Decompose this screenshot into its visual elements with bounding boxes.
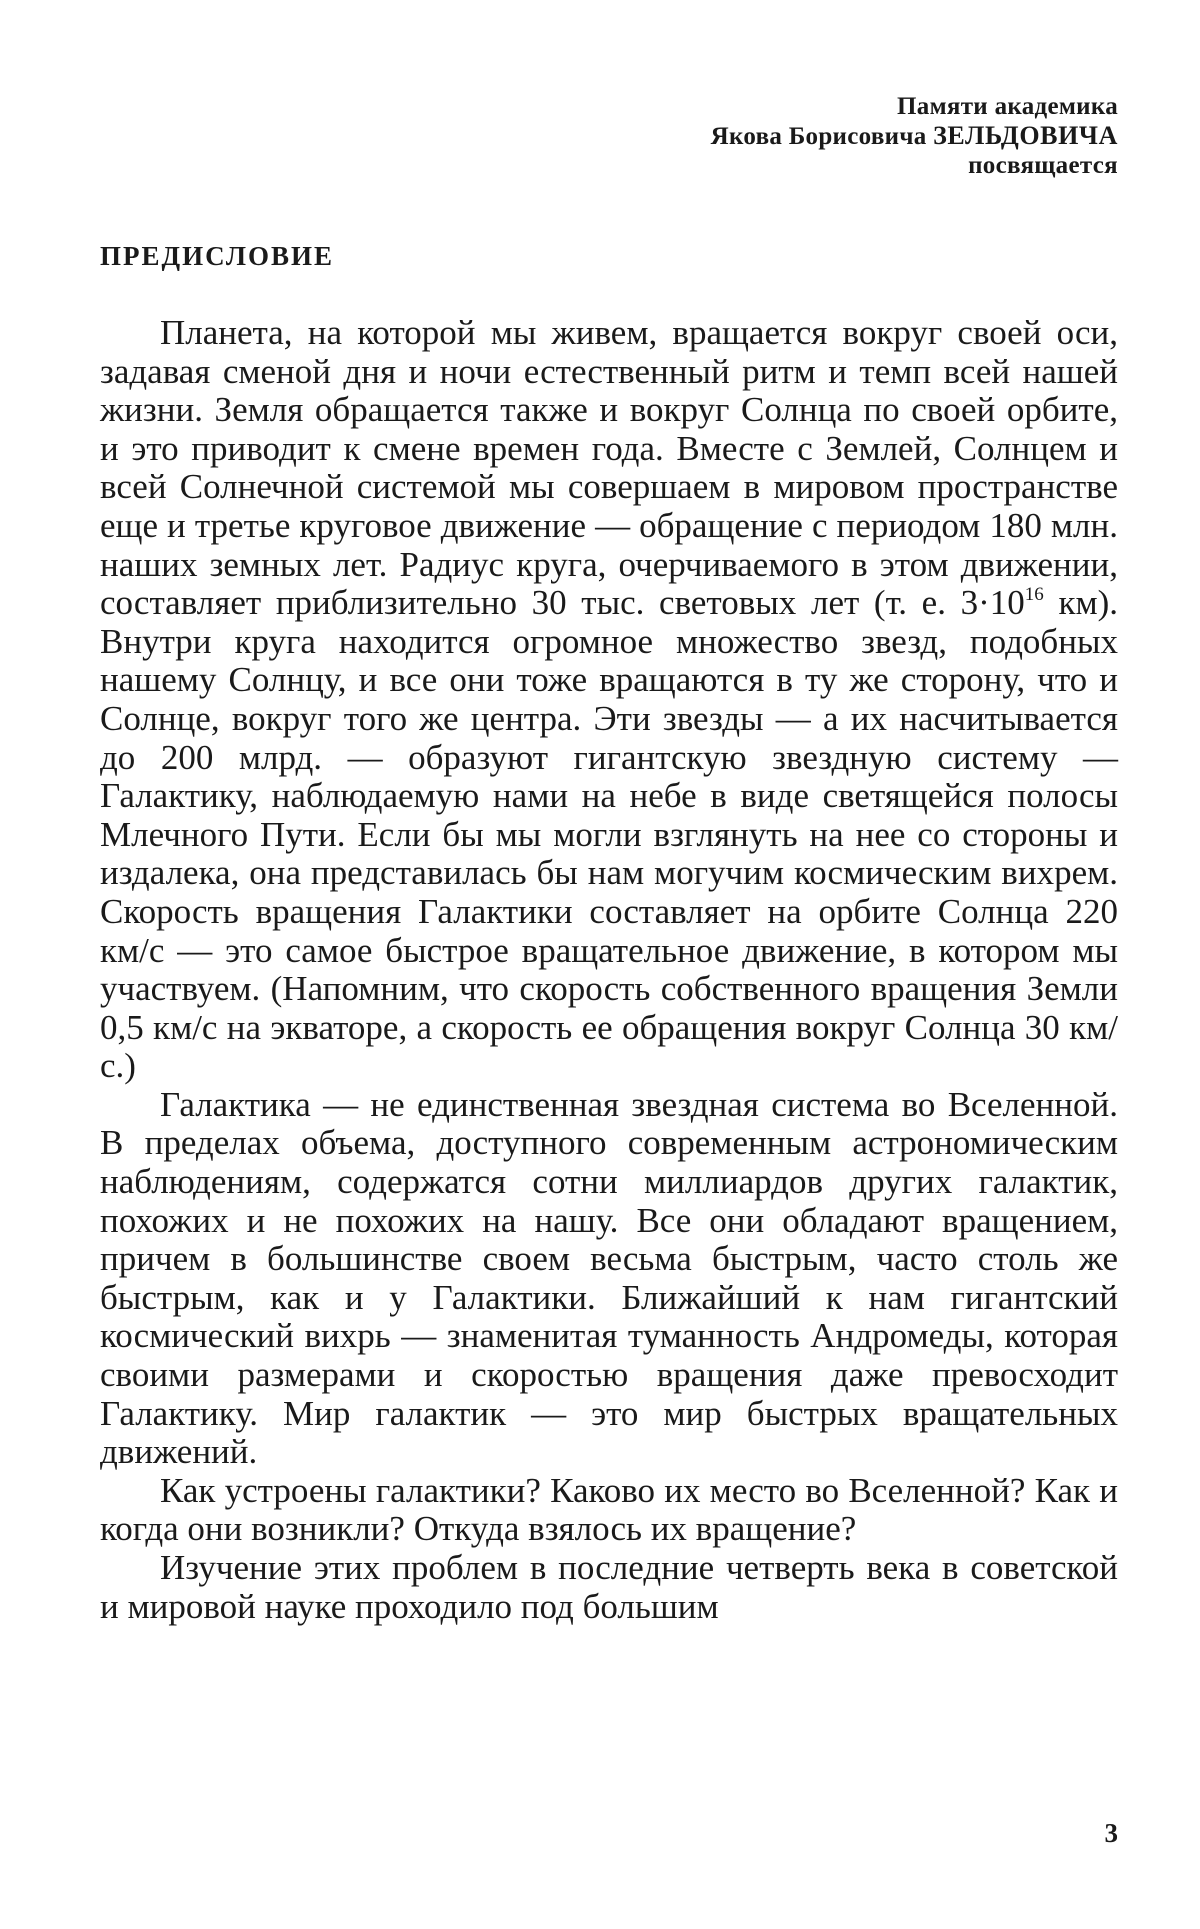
paragraph-4: Изучение этих проблем в последние четверть века в советской и мировой науке проходило под большим <box>100 1548 1118 1626</box>
paragraph-3: Как устроены галактики? Каково их место во Вселенной? Как и когда они возникли? Откуда взялось их вращение? <box>100 1470 1118 1549</box>
paragraph-1-part-2: км). Внутри круга находится огромное множество звезд, подобных нашему Солнцу, и все они тоже вращаются в ту же сторону, что и Солнце, вокруг того же центра. Эти звезды — а их насчитывается до 200 млрд. — образуют гигантскую звездную систему — Галактику, наблюдаемую нами на небе в виде светящейся полосы Млечного Пути. Если бы мы могли взглянуть на нее со стороны и издалека, она представилась бы нам могучим космическим вихрем. Скорость вращения Галактики составляет на орбите Солнца 220 км/с — это самое быстрое вращательное движение, в котором мы участвуем. (Напомним, что скорость собственного вращения Земли 0,5 км/с на экваторе, а скорость ее обращения вокруг Солнца 30 км/с.) <box>100 583 1119 1086</box>
dedication-first-names: Якова Борисовича <box>710 123 934 150</box>
exponent: 16 <box>1024 584 1044 606</box>
book-page <box>100 92 1118 1626</box>
dedication-line-1: Памяти академика <box>897 93 1118 120</box>
dedication <box>100 92 1118 180</box>
section-title: ПРЕДИСЛОВИЕ <box>100 241 335 271</box>
body-text <box>100 314 1118 1626</box>
dedication-surname: ЗЕЛЬДОВИЧА <box>933 121 1118 150</box>
page-number: 3 <box>1104 1818 1118 1848</box>
dedication-line-2 <box>100 121 1118 151</box>
dedication-line-3: посвящается <box>968 152 1118 179</box>
paragraph-2: Галактика — не единственная звездная система во Вселенной. В пределах объема, доступного современным астрономическим наблюдениям, содержатся сотни миллиардов других галактик, похожих и не похожих на нашу. Все они обладают вращением, причем в большинстве своем весьма быстрым, часто столь же быстрым, как и у Галактики. Ближайший к нам гигантский космический вихрь — знаменитая туманность Андромеды, которая своими размерами и скоростью вращения даже превосходит Галактику. Мир галактик — это мир быстрых вращательных движений. <box>100 1084 1118 1472</box>
paragraph-1-part-1: Планета, на которой мы живем, вращается вокруг своей оси, задавая сменой дня и ночи естественный ритм и темп всей нашей жизни. Земля обращается также и вокруг Солнца по своей орбите, и это приводит к смене времен года. Вместе с Землей, Солнцем и всей Солнечной системой мы совершаем в мировом пространстве еще и третье круговое движение — обращение с периодом 180 млн. наших земных лет. Радиус круга, очерчиваемого в этом движении, составляет приблизительно 30 тыс. световых лет (т. е. 3·10 <box>100 313 1118 623</box>
paragraph-1 <box>100 314 1118 1086</box>
